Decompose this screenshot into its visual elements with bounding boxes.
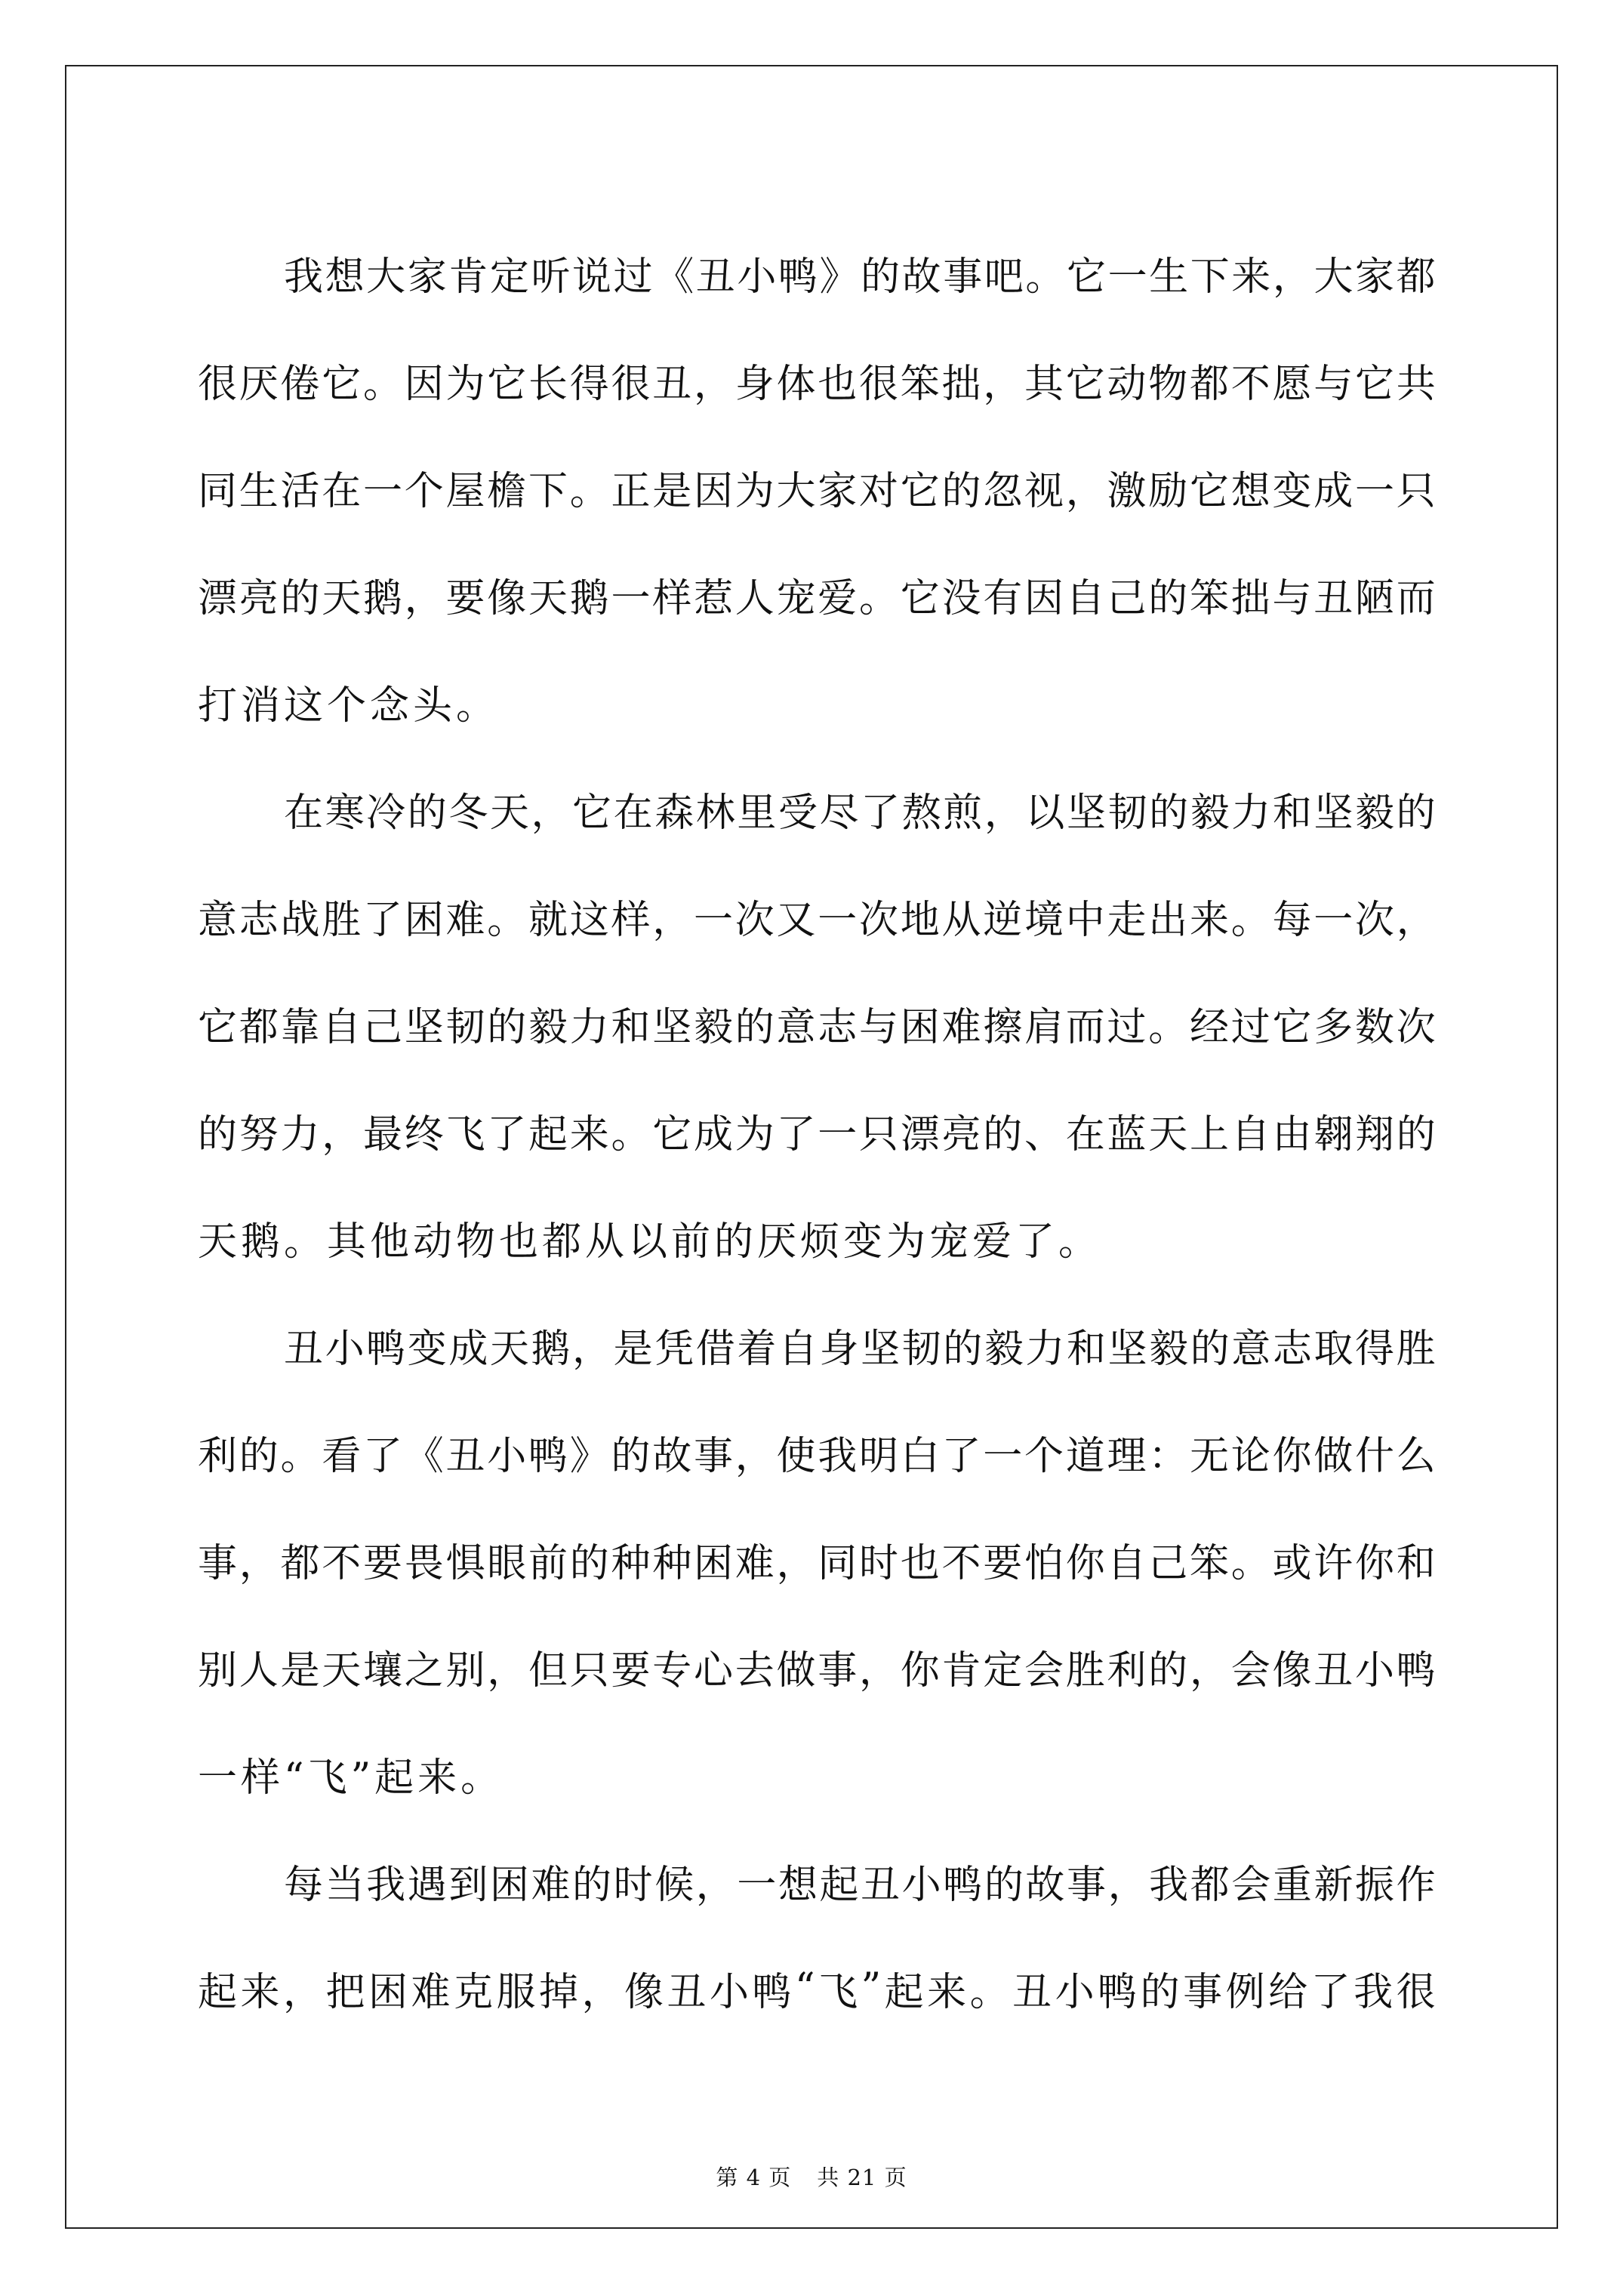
text-line: 打消这个念头。 <box>198 683 500 729</box>
text-line: 一样“飞”起来。 <box>198 1755 504 1801</box>
page-number: 第 4 页 <box>716 2165 792 2190</box>
text-line: 很 厌 倦 它 。 因 为 它 长 得 很 丑 ， 身 体 也 很 笨 拙 ， 其 它 动 物 都 不 愿 与 它 共 <box>198 361 1436 407</box>
text-line: 别 人 是 天 壤 之 别 ， 但 只 要 专 心 去 做 事 ， 你 肯 定 会 胜 利 的 ， 会 像 丑 小 鸭 <box>198 1647 1436 1693</box>
text-line: 漂 亮 的 天 鹅 ， 要 像 天 鹅 一 样 惹 人 宠 爱 。 它 没 有 因 自 己 的 笨 拙 与 丑 陋 而 <box>198 575 1436 621</box>
text-line: 天鹅。其他动物也都从以前的厌烦变为宠爱了。 <box>198 1219 1102 1265</box>
text-line: 每 当 我 遇 到 困 难 的 时 候 ， 一 想 起 丑 小 鸭 的 故 事 ， 我 都 会 重 新 振 作 <box>284 1862 1436 1908</box>
text-line: 意 志 战 胜 了 困 难 。 就 这 样 ， 一 次 又 一 次 地 从 逆 境 中 走 出 来 。 每 一 次 ， <box>198 897 1436 943</box>
page-footer <box>0 2161 1623 2192</box>
text-line: 它 都 靠 自 己 坚 韧 的 毅 力 和 坚 毅 的 意 志 与 困 难 擦 肩 而 过 。 经 过 它 多 数 次 <box>198 1004 1436 1050</box>
document-body <box>198 219 1436 2042</box>
text-line: 起 来 ， 把 困 难 克 服 掉 ， 像 丑 小 鸭 “ 飞 ” 起 来 。 丑 小 鸭 的 事 例 给 了 我 很 <box>198 1965 1436 2015</box>
text-line: 在 寒 冷 的 冬 天 ， 它 在 森 林 里 受 尽 了 熬 煎 ， 以 坚 韧 的 毅 力 和 坚 毅 的 <box>284 790 1436 836</box>
page-total: 共 21 页 <box>817 2165 907 2190</box>
text-line: 丑 小 鸭 变 成 天 鹅 ， 是 凭 借 着 自 身 坚 韧 的 毅 力 和 坚 毅 的 意 志 取 得 胜 <box>284 1326 1436 1372</box>
text-line: 同 生 活 在 一 个 屋 檐 下 。 正 是 因 为 大 家 对 它 的 忽 视 ， 激 励 它 想 变 成 一 只 <box>198 468 1436 514</box>
text-line: 事 ， 都 不 要 畏 惧 眼 前 的 种 种 困 难 ， 同 时 也 不 要 怕 你 自 己 笨 。 或 许 你 和 <box>198 1540 1436 1586</box>
text-line: 的 努 力 ， 最 终 飞 了 起 来 。 它 成 为 了 一 只 漂 亮 的 、 在 蓝 天 上 自 由 翱 翔 的 <box>198 1111 1436 1157</box>
text-line: 利 的 。 看 了 《 丑 小 鸭 》 的 故 事 ， 使 我 明 白 了 一 个 道 理 ： 无 论 你 做 什 么 <box>198 1433 1436 1479</box>
text-line: 我 想 大 家 肯 定 听 说 过 《 丑 小 鸭 》 的 故 事 吧 。 它 一 生 下 来 ， 大 家 都 <box>284 254 1436 300</box>
